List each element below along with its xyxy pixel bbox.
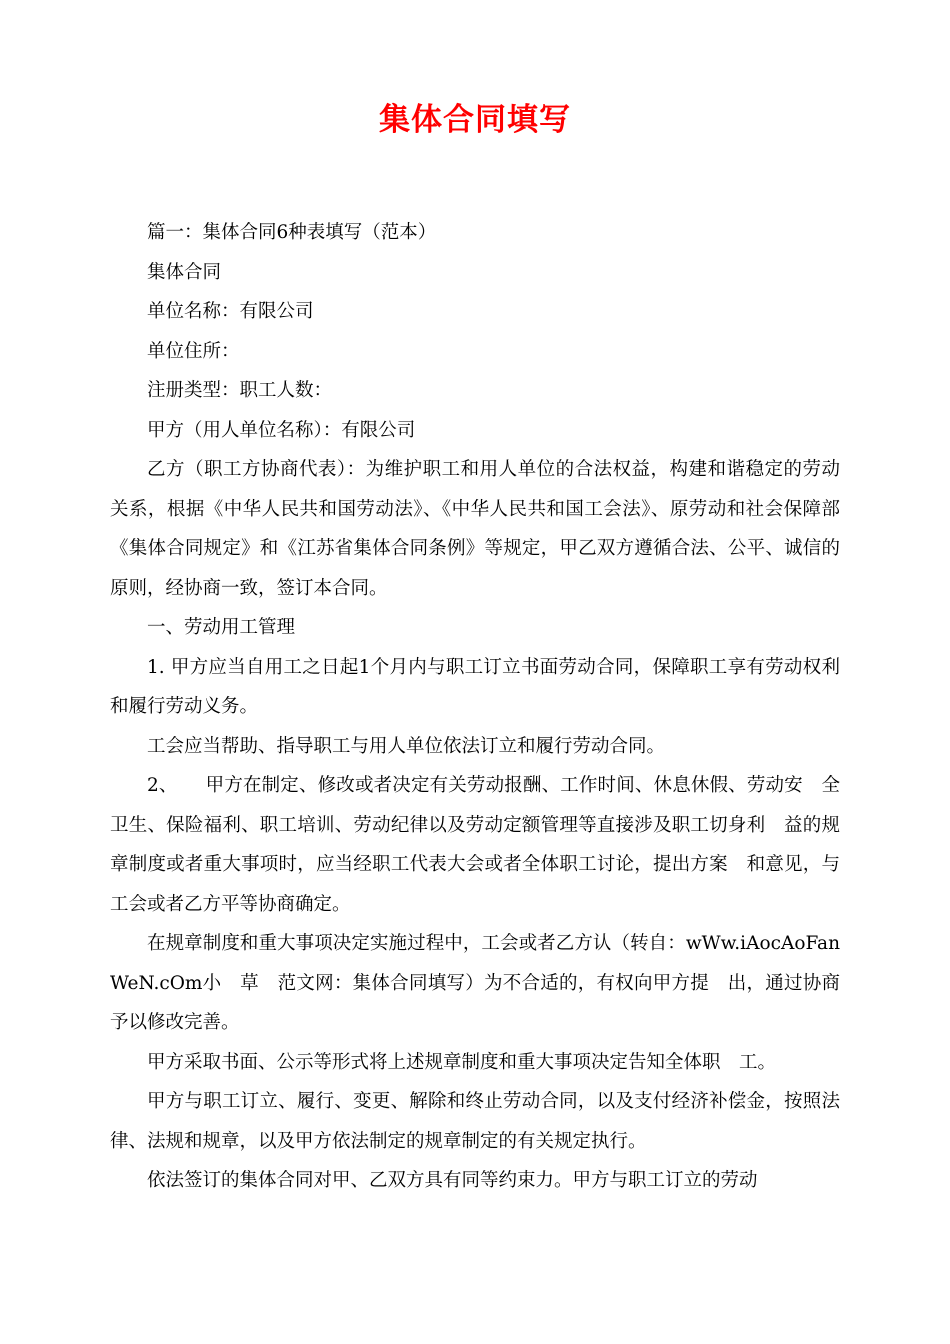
paragraph: 集体合同 (147, 261, 222, 283)
paragraph: 在规章制度和重大事项决定实施过程中，工会或者乙方认（转自：wWw.iAocAoFanWeN.cOm小 草 范文网：集体合同填写）为不合适的，有权向甲方提 出，通过协商予以修改完善。 (110, 933, 840, 1033)
document-body (110, 213, 840, 1201)
paragraph: 1. 甲方应当自用工之日起1个月内与职工订立书面劳动合同，保障职工享有劳动权利和履行劳动义务。 (110, 656, 840, 717)
paragraph: 注册类型：职工人数： (147, 380, 333, 401)
paragraph: 单位名称：有限公司 (147, 301, 314, 322)
paragraph: 依法签订的集体合同对甲、乙双方具有同等约束力。甲方与职工订立的劳动 (147, 1170, 758, 1191)
paragraph: 2、 甲方在制定、修改或者决定有关劳动报酬、工作时间、休息休假、劳动安 全卫生、保险福利、职工培训、劳动纪律以及劳动定额管理等直接涉及职工切身利 益的规章制度或者重大事项时，应当经职工代表大会或者全体职工讨论，提出方案 和意见，与工会或者乙方平等协商确定。 (110, 775, 840, 915)
document-title: 集体合同填写 (379, 102, 571, 138)
paragraph: 甲方（用人单位名称）：有限公司 (147, 419, 416, 441)
paragraph: 单位住所： (147, 340, 240, 362)
paragraph: 甲方与职工订立、履行、变更、解除和终止劳动合同，以及支付经济补偿金，按照法律、法规和规章，以及甲方依法制定的规章制定的有关规定执行。 (110, 1091, 840, 1152)
paragraph: 工会应当帮助、指导职工与用人单位依法订立和履行劳动合同。 (147, 735, 666, 757)
paragraph: 乙方（职工方协商代表）：为维护职工和用人单位的合法权益，构建和谐稳定的劳动关系，根据《中华人民共和国劳动法》、《中华人民共和国工会法》、原劳动和社会保障部《集体合同规定》和《江苏省集体合同条例》等规定，甲乙双方遵循合法、公平、诚信的原则，经协商一致，签订本合同。 (110, 459, 840, 599)
paragraph: 篇一：集体合同6种表填写（范本） (147, 222, 437, 243)
section-heading: 一、劳动用工管理 (147, 617, 296, 638)
paragraph: 甲方采取书面、公示等形式将上述规章制度和重大事项决定告知全体职 工。 (147, 1051, 777, 1073)
